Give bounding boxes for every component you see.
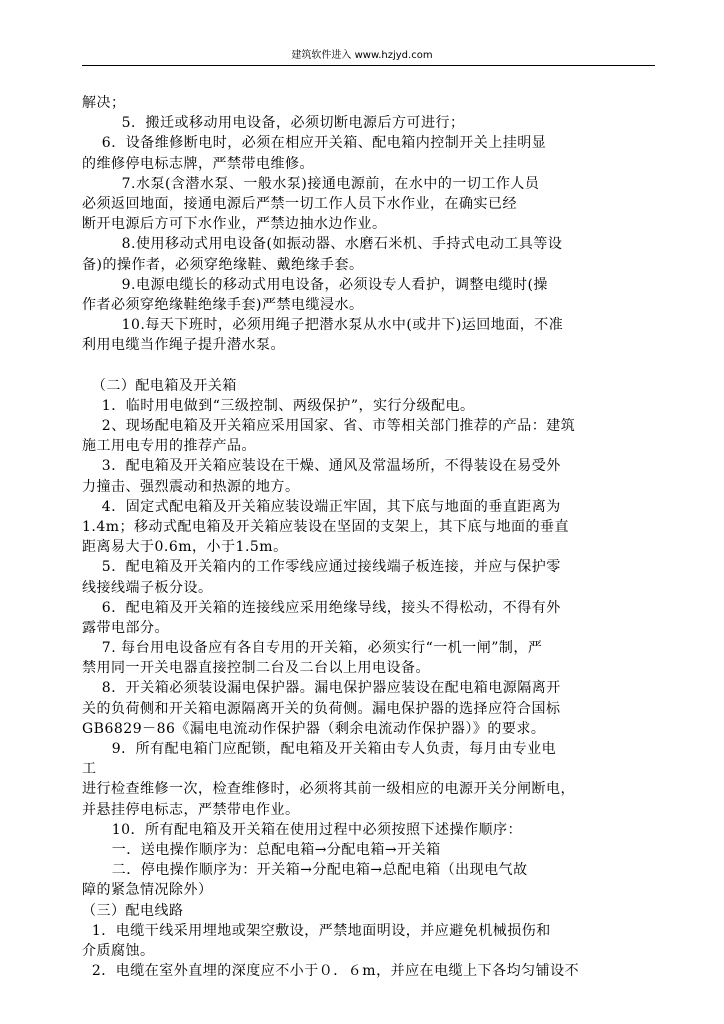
text-line: 解决； (82, 95, 126, 111)
text-line: 备)的操作者，必须穿绝缘鞋、戴绝缘手套。 (82, 256, 364, 273)
text-line: （三）配电线路 (82, 902, 184, 919)
text-line: 7.水泵(含潜水泵、一般水泵)接通电源前，在水中的一切工作人员 (82, 175, 540, 192)
text-line: 介质腐蚀。 (82, 942, 155, 959)
text-line: 障的紧急情况除外） (82, 882, 213, 899)
text-line: 6．配电箱及开关箱的连接线应采用绝缘导线，接头不得松动，不得有外 (82, 599, 561, 616)
blank-line (82, 355, 662, 375)
text-line: 的维修停电标志牌，严禁带电维修。 (82, 155, 314, 172)
text-line: 力撞击、强烈震动和热源的地方。 (82, 478, 300, 495)
text-line: 线接线端子板分设。 (82, 579, 213, 596)
text-line: 10．所有配电箱及开关箱在使用过程中必须按照下述操作顺序： (82, 821, 523, 838)
document-body (82, 93, 662, 981)
text-line: 距离易大于0.6m，小于1.5m。 (82, 539, 288, 556)
text-line: 9.电源电缆长的移动式用电设备，必须设专人看护，调整电缆时(操 (82, 276, 548, 293)
text-line: 露带电部分。 (82, 619, 169, 636)
text-line: 2、现场配电箱及开关箱应采用国家、省、市等相关部门推荐的产品：建筑 (82, 418, 576, 434)
text-line: 5．搬迁或移动用电设备，必须切断电源后方可进行； (82, 115, 465, 132)
text-line: （二）配电箱及开关箱 (82, 377, 237, 394)
text-line: 1.4m；移动式配电箱及开关箱应装设在坚固的支架上，其下底与地面的垂直 (82, 518, 570, 535)
text-line: 工 (82, 761, 97, 778)
text-line: 1．临时用电做到“三级控制、两级保护”，实行分级配电。 (82, 397, 475, 414)
header-divider (82, 65, 655, 66)
text-line: 4．固定式配电箱及开关箱应装设端正牢固，其下底与地面的垂直距离为 (82, 498, 561, 515)
text-line: 施工用电专用的推荐产品。 (82, 438, 256, 455)
text-line: 8．开关箱必须装设漏电保护器。漏电保护器应装设在配电箱电源隔离开 (82, 680, 561, 697)
text-line: 3．配电箱及开关箱应装设在干燥、通风及常温场所，不得装设在易受外 (82, 458, 561, 475)
text-line: 9．所有配电箱门应配锁，配电箱及开关箱由专人负责，每月由专业电 (82, 741, 557, 757)
text-line: 关的负荷侧和开关箱电源隔离开关的负荷侧。漏电保护器的选择应符合国标 (82, 700, 561, 717)
text-line: GB6829－86《漏电电流动作保护器（剩余电流动作保护器）》的要求。 (82, 720, 546, 737)
text-line: 作者必须穿绝缘鞋绝缘手套)严禁电缆浸水。 (82, 296, 364, 313)
text-line: 10.每天下班时，必须用绳子把潜水泵从水中(或井下)运回地面，不准 (82, 317, 564, 334)
text-line: 1．电缆干线采用埋地或架空敷设，严禁地面明设，并应避免机械损伤和 (82, 922, 551, 939)
text-line: 二．停电操作顺序为：开关箱→分配电箱→总配电箱（出现电气故 (82, 862, 528, 879)
text-line: 断开电源后方可下水作业，严禁边抽水边作业。 (82, 216, 387, 233)
text-line: 进行检查维修一次，检查维修时，必须将其前一级相应的电源开关分闸断电， (82, 781, 575, 798)
text-line: 一．送电操作顺序为：总配电箱→分配电箱→开关箱 (82, 841, 441, 858)
text-line: 5．配电箱及开关箱内的工作零线应通过接线端子板连接，并应与保护零 (82, 559, 561, 576)
header-site-text: 建筑软件进入 www.hzjyd.com (291, 50, 433, 61)
text-line: 必须返回地面，接通电源后严禁一切工作人员下水作业，在确实已经 (82, 195, 517, 212)
text-line: 2．电缆在室外直埋的深度应不小于０．６m，并应在电缆上下各均匀铺设不 (82, 963, 580, 980)
text-line: 利用电缆当作绳子提升潜水泵。 (82, 337, 285, 354)
text-line: 6．设备维修断电时，必须在相应开关箱、配电箱内控制开关上挂明显 (82, 135, 547, 152)
text-line: 禁用同一开关电器直接控制二台及二台以上用电设备。 (82, 660, 430, 677)
text-line: 并悬挂停电标志，严禁带电作业。 (82, 801, 300, 818)
text-line: 8.使用移动式用电设备(如振动器、水磨石米机、手持式电动工具等设 (82, 236, 563, 253)
text-line: 7. 每台用电设备应有各自专用的开关箱，必须实行“一机一闸”制，严 (82, 640, 543, 657)
page-header (0, 50, 724, 62)
